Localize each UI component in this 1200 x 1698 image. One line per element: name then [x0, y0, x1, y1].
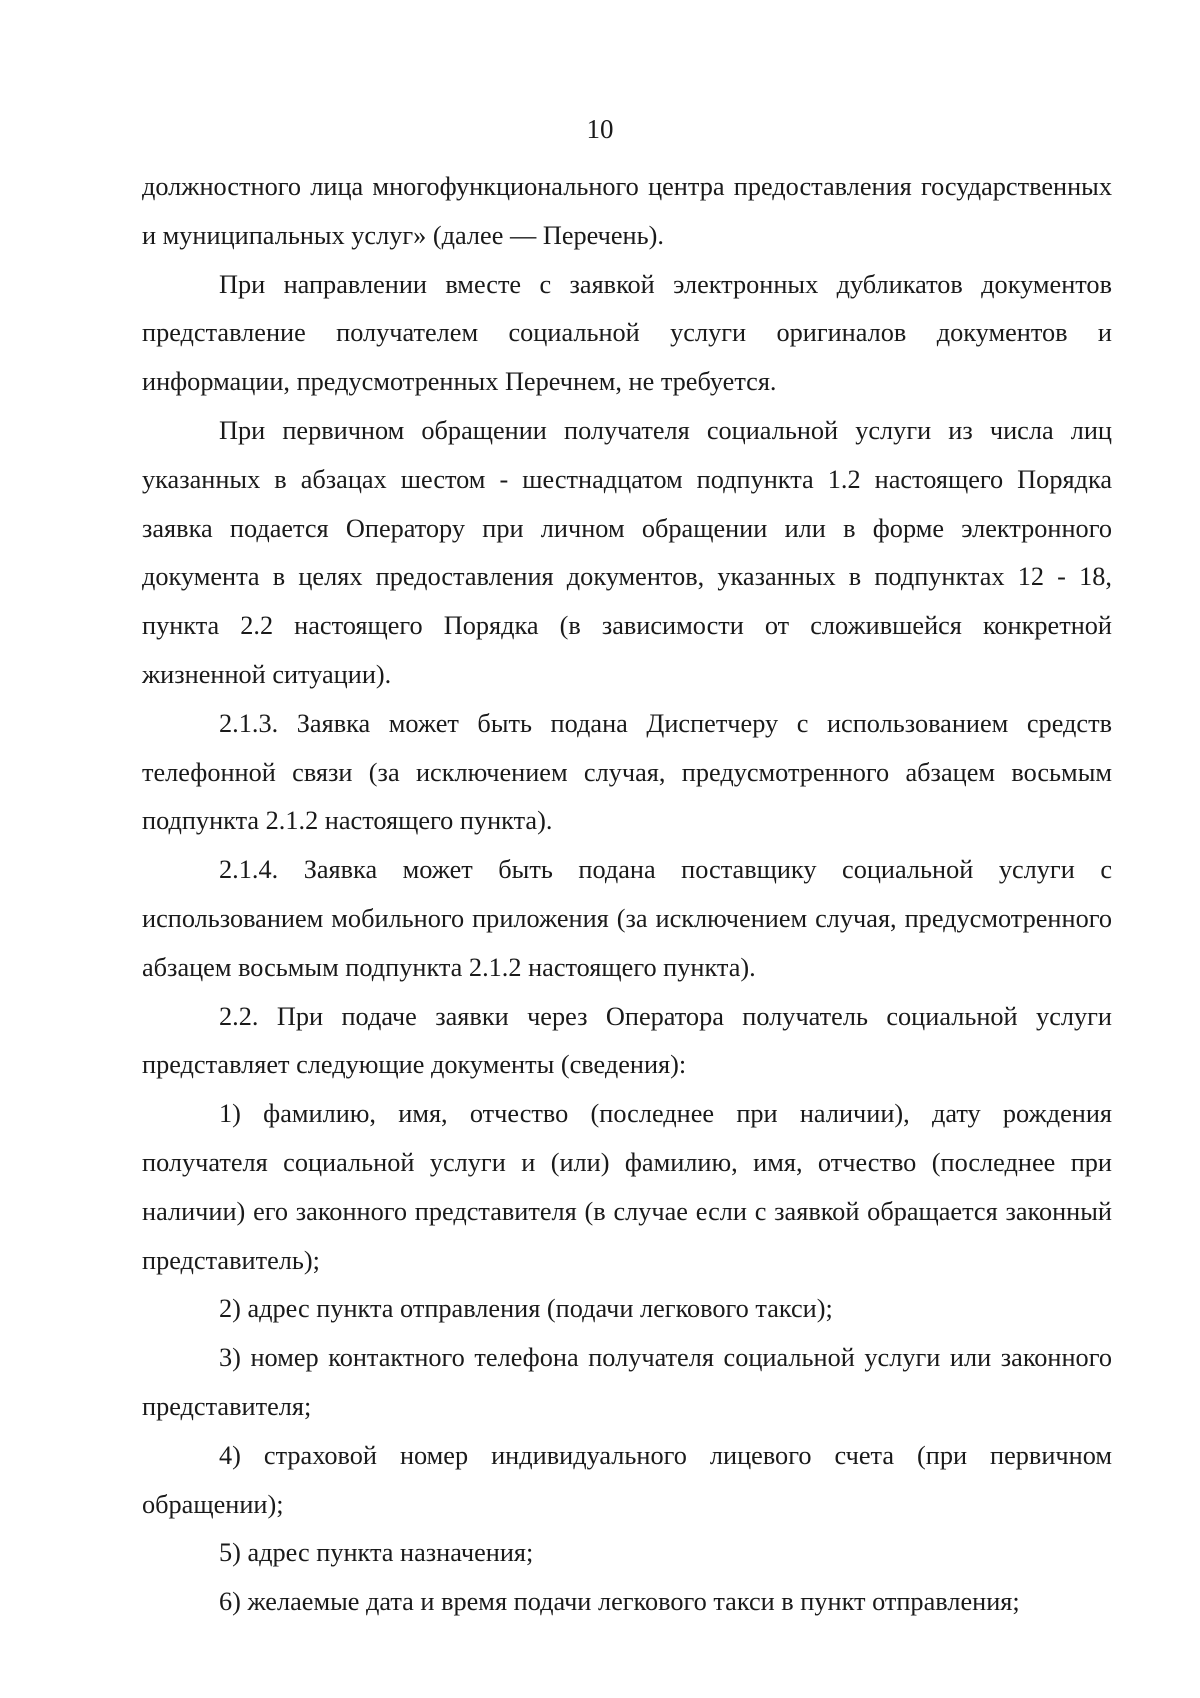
page-number: 10: [586, 114, 614, 144]
list-item-5: 5) адрес пункта назначения;: [219, 1538, 534, 1568]
list-item-3: 3) номер контактного телефона получателя социальной услуги или законного представителя;: [142, 1343, 1112, 1421]
list-item-6: 6) желаемые дата и время подачи легкового такси в пункт отправления;: [219, 1587, 1020, 1617]
list-item-4: 4) страховой номер индивидуального лицевого счета (при первичном обращении);: [142, 1440, 1112, 1519]
paragraph-list-continuation: должностного лица многофункционального центра предоставления государственных и муниципальных услуг» (далее — Перечень).: [142, 172, 1112, 250]
document-body: [142, 163, 1112, 1627]
paragraph-primary-request: При первичном обращении получателя социальной услуги из числа лиц указанных в абзацах шестом - шестнадцатом подпункта 1.2 настоящего Порядка заявка подается Оператору при личном обращении или в форме электронного документа в целях предоставления документов, указанных в подпунктах 12 - 18, пункта 2.2 настоящего Порядка (в зависимости от сложившейся конкретной жизненной ситуации).: [142, 415, 1112, 689]
list-item-2: 2) адрес пункта отправления (подачи легкового такси);: [219, 1294, 833, 1324]
paragraph-electronic-duplicates: При направлении вместе с заявкой электронных дубликатов документов представление получателем социальной услуги оригиналов документов и информации, предусмотренных Перечнем, не требуется.: [142, 269, 1112, 397]
paragraph-2-1-3: 2.1.3. Заявка может быть подана Диспетчеру с использованием средств телефонной связи (за исключением случая, предусмотренного абзацем восьмым подпункта 2.1.2 настоящего пункта).: [142, 708, 1112, 836]
paragraph-2-2: 2.2. При подаче заявки через Оператора получатель социальной услуги представляет следующие документы (сведения):: [142, 1001, 1112, 1080]
paragraph-2-1-4: 2.1.4. Заявка может быть подана поставщику социальной услуги с использованием мобильного приложения (за исключением случая, предусмотренного абзацем восьмым подпункта 2.1.2 настоящего пункта).: [142, 855, 1112, 982]
list-item-1: 1) фамилию, имя, отчество (последнее при наличии), дату рождения получателя социальной услуги и (или) фамилию, имя, отчество (последнее при наличии) его законного представителя (в случае если с заявкой обращается законный представитель);: [142, 1099, 1112, 1275]
